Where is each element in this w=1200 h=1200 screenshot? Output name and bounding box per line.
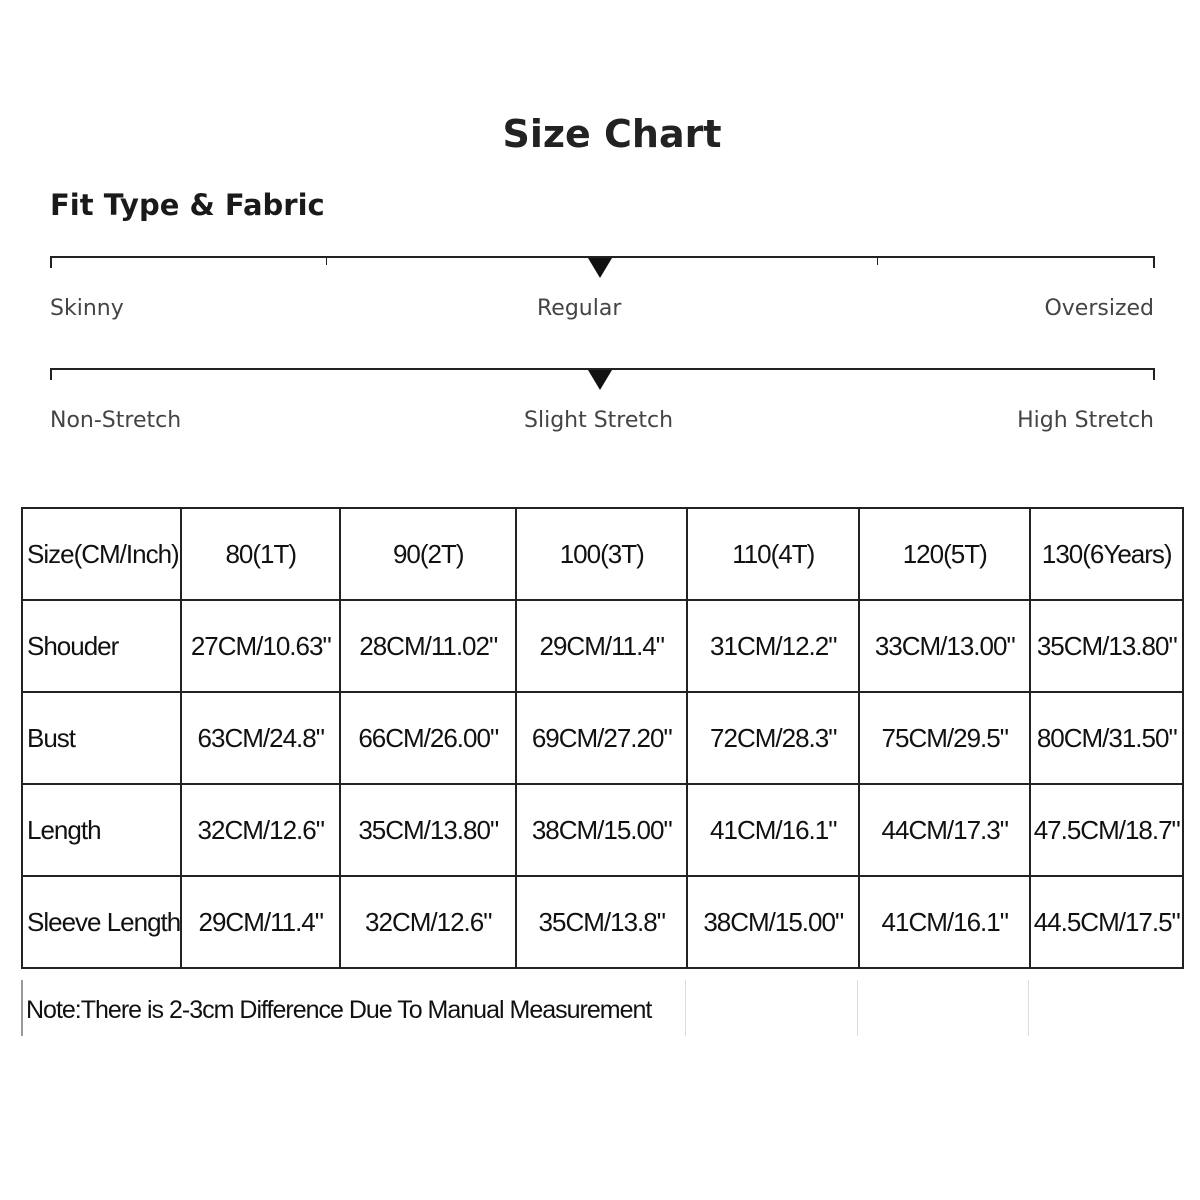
table-cell: 32CM/12.6": [340, 876, 516, 968]
table-row: [22, 876, 1183, 968]
table-cell: 66CM/26.00": [340, 692, 516, 784]
measurement-note: Note:There is 2-3cm Difference Due To Manual Measurement: [26, 996, 652, 1024]
table-cell: 29CM/11.4": [516, 600, 687, 692]
table-cell: 27CM/10.63": [181, 600, 340, 692]
fit-type-selected-marker-icon: [588, 258, 612, 278]
table-cell: 35CM/13.8": [516, 876, 687, 968]
fit-type-scale-tick: [877, 256, 878, 265]
stretch-label-slight-stretch: Slight Stretch: [524, 408, 674, 433]
fit-type-scale-tick: [326, 256, 327, 265]
table-cell: 69CM/27.20": [516, 692, 687, 784]
fit-type-scale-tick-left: [50, 256, 52, 268]
table-cell: 35CM/13.80": [340, 784, 516, 876]
table-cell: 63CM/24.8": [181, 692, 340, 784]
table-cell: 80CM/31.50": [1030, 692, 1183, 784]
table-cell: 28CM/11.02": [340, 600, 516, 692]
fit-label-skinny: Skinny: [50, 296, 124, 321]
table-header-cell: 130(6Years): [1030, 508, 1183, 600]
page-title: Size Chart: [502, 112, 722, 156]
table-cell: 44CM/17.3": [859, 784, 1030, 876]
fit-type-scale: [50, 256, 1155, 270]
table-cell: 41CM/16.1": [859, 876, 1030, 968]
table-header-cell: 90(2T): [340, 508, 516, 600]
table-cell: 47.5CM/18.7": [1030, 784, 1183, 876]
table-header-cell: 120(5T): [859, 508, 1030, 600]
table-header-cell: 100(3T): [516, 508, 687, 600]
note-row-divider: [1028, 980, 1029, 1036]
table-row: [22, 600, 1183, 692]
stretch-label-high-stretch: High Stretch: [1017, 408, 1154, 433]
stretch-scale: [50, 368, 1155, 382]
note-row-divider: [685, 980, 686, 1036]
table-row-label: Length: [22, 784, 181, 876]
table-row-label: Shouder: [22, 600, 181, 692]
table-cell: 41CM/16.1": [687, 784, 859, 876]
table-row: [22, 692, 1183, 784]
stretch-label-non-stretch: Non-Stretch: [50, 408, 182, 433]
table-cell: 31CM/12.2": [687, 600, 859, 692]
fit-type-section-title: Fit Type & Fabric: [50, 188, 325, 222]
note-row-divider: [857, 980, 858, 1036]
table-header-cell: 80(1T): [181, 508, 340, 600]
size-table: [21, 507, 1184, 969]
table-cell: 35CM/13.80": [1030, 600, 1183, 692]
table-cell: 33CM/13.00": [859, 600, 1030, 692]
table-row: [22, 784, 1183, 876]
fit-type-scale-tick-right: [1153, 256, 1155, 268]
stretch-scale-tick-left: [50, 368, 52, 380]
table-cell: 29CM/11.4": [181, 876, 340, 968]
note-row-border: [21, 980, 23, 1036]
stretch-scale-tick-right: [1153, 368, 1155, 380]
table-cell: 38CM/15.00": [516, 784, 687, 876]
table-header-row: [22, 508, 1183, 600]
fit-label-regular: Regular: [537, 296, 622, 321]
table-cell: 38CM/15.00": [687, 876, 859, 968]
table-cell: 44.5CM/17.5": [1030, 876, 1183, 968]
measurement-note-row: [21, 980, 1181, 1036]
table-cell: 72CM/28.3": [687, 692, 859, 784]
table-row-label: Bust: [22, 692, 181, 784]
table-row-label: Sleeve Length: [22, 876, 181, 968]
fit-label-oversized: Oversized: [1044, 296, 1154, 321]
stretch-selected-marker-icon: [588, 370, 612, 390]
table-cell: 75CM/29.5": [859, 692, 1030, 784]
table-header-cell: 110(4T): [687, 508, 859, 600]
table-header-cell: Size(CM/Inch): [22, 508, 181, 600]
table-cell: 32CM/12.6": [181, 784, 340, 876]
